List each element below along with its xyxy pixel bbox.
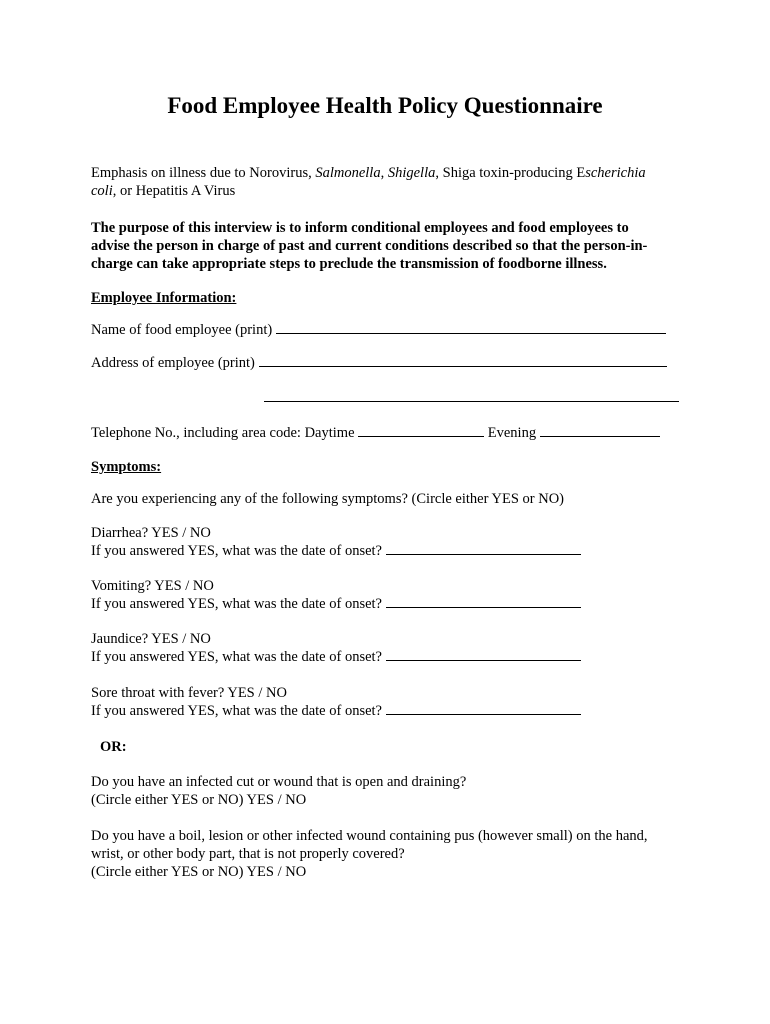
employee-info-heading: Employee Information:: [91, 290, 237, 306]
emphasis-mid: , Shiga toxin-producing E: [435, 165, 586, 181]
employee-address-field[interactable]: [259, 354, 667, 367]
emphasis-shigella: Shigella: [387, 165, 436, 181]
employee-address-label: Address of employee (print): [91, 355, 255, 371]
telephone-row: [91, 424, 660, 442]
emphasis-salmonella: Salmonella: [315, 165, 381, 181]
wound-question-2-line-1: Do you have a boil, lesion or other infected wound containing pus (however small) on the hand,: [91, 828, 648, 844]
employee-name-field[interactable]: [276, 321, 666, 334]
wound-question-1-line-2: (Circle either YES or NO) YES / NO: [91, 792, 307, 808]
emphasis-escherichia: scherichia: [585, 165, 646, 181]
emphasis-suffix: , or Hepatitis A Virus: [112, 183, 236, 199]
employee-address-field-2[interactable]: [264, 401, 679, 402]
symptom-sore-throat-onset-row: [91, 702, 581, 720]
onset-label: If you answered YES, what was the date of onset?: [91, 649, 382, 665]
symptom-diarrhea: Diarrhea? YES / NO: [91, 525, 211, 541]
onset-label: If you answered YES, what was the date of onset?: [91, 703, 382, 719]
wound-question-2-line-3: (Circle either YES or NO) YES / NO: [91, 864, 307, 880]
jaundice-onset-field[interactable]: [386, 648, 581, 661]
document-title: Food Employee Health Policy Questionnaire: [167, 93, 603, 118]
symptom-diarrhea-onset-row: [91, 542, 581, 560]
wound-question-2-line-2: wrist, or other body part, that is not properly covered?: [91, 846, 405, 862]
symptoms-question: Are you experiencing any of the following symptoms? (Circle either YES or NO): [91, 491, 565, 507]
telephone-daytime-field[interactable]: [358, 424, 484, 437]
emphasis-sep: ,: [380, 165, 388, 181]
onset-label: If you answered YES, what was the date of onset?: [91, 596, 382, 612]
symptom-vomiting: Vomiting? YES / NO: [91, 578, 214, 594]
purpose-line-1: The purpose of this interview is to inform conditional employees and food employees to: [91, 220, 629, 236]
emphasis-coli: coli: [91, 183, 113, 199]
purpose-line-3: charge can take appropriate steps to preclude the transmission of foodborne illness.: [91, 256, 607, 272]
emphasis-prefix: Emphasis on illness due to Norovirus,: [91, 165, 316, 181]
purpose-line-2: advise the person in charge of past and current conditions described so that the person-in-: [91, 238, 648, 254]
telephone-evening-label: Evening: [487, 425, 537, 441]
symptoms-heading: Symptoms:: [91, 459, 162, 475]
onset-label: If you answered YES, what was the date of onset?: [91, 543, 382, 559]
employee-name-label: Name of food employee (print): [91, 322, 273, 338]
wound-question-1-line-1: Do you have an infected cut or wound that is open and draining?: [91, 774, 467, 790]
symptom-vomiting-onset-row: [91, 595, 581, 613]
or-label: OR:: [100, 739, 127, 755]
employee-address-row: [91, 354, 667, 372]
telephone-evening-field[interactable]: [540, 424, 660, 437]
emphasis-line-2: [91, 182, 235, 200]
employee-name-row: [91, 321, 666, 339]
symptom-jaundice: Jaundice? YES / NO: [91, 631, 211, 647]
emphasis-line-1: [91, 164, 646, 182]
vomiting-onset-field[interactable]: [386, 595, 581, 608]
symptom-sore-throat: Sore throat with fever? YES / NO: [91, 685, 287, 701]
telephone-daytime-label: Telephone No., including area code: Daytime: [91, 425, 355, 441]
diarrhea-onset-field[interactable]: [386, 542, 581, 555]
sore-throat-onset-field[interactable]: [386, 702, 581, 715]
symptom-jaundice-onset-row: [91, 648, 581, 666]
